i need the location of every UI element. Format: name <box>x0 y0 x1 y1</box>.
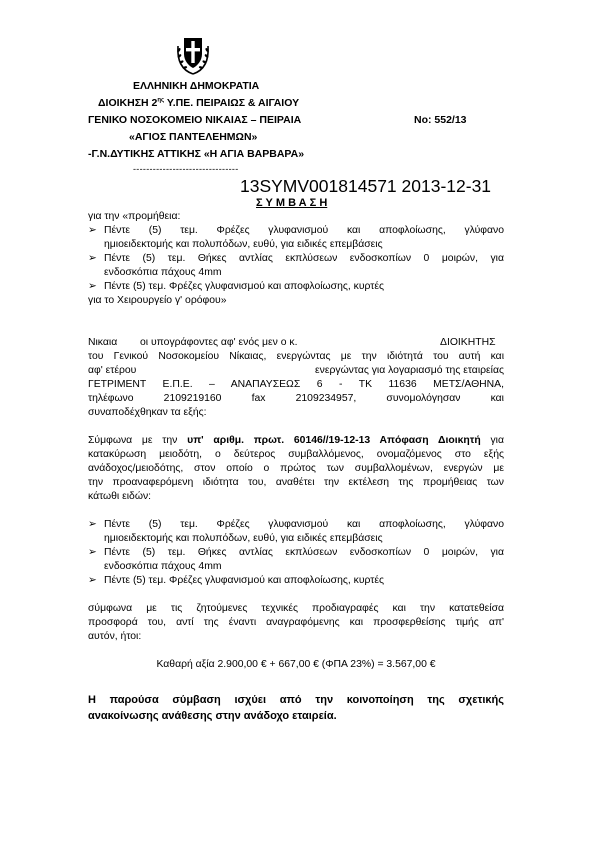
list-item: ➢ Πέντε (5) τεμ. Φρέζες γλυφανισμού και αποφλοίωσης, κυρτές <box>88 281 385 292</box>
list-item: ➢ Πέντε (5) τεμ. Φρέζες γλυφανισμού και αποφλοίωσης, κυρτές <box>88 575 385 586</box>
arrow-bullet-icon: ➢ <box>88 519 97 530</box>
decision-paragraph: Σύμφωνα με την υπ' αριθμ. πρωτ. 60146//19-12-13 Απόφαση Διοικητή για κατακύρωση μειοδότη, ο δεύτερος συμβαλλόμενος, ονομαζόμενος στο εξής ανάδοχος/μειοδότης, στον οποίο ο πρώτος των συμβαλλομένων, ενεργών με την προαναφερόμενη ιδιότητα του, αναθέτει την εκτέλεση της προμήθειας των κάτωθι ειδών: <box>88 435 504 502</box>
header-administration: ΔΙΟΙΚΗΣΗ $2^{\eta\varsigma}$ Υ.ΠΕ. ΠΕΙΡΑΙΩΣ & ΑΙΓΑΙΟΥ <box>98 97 300 109</box>
intro-end: για το Χειρουργείο γ' ορόφου» <box>88 295 227 306</box>
list-item: ➢ Πέντε (5) τεμ. Φρέζες γλυφανισμού και αποφλοίωσης, γλύφανο ημιοειδεκτομής και πολυπόδων, ευθύ, για ειδικές επεμβάσεις <box>88 519 504 544</box>
parties-paragraph: Νικαια οι υπογράφοντες αφ' ενός μεν ο κ. ΔΙΟΙΚΗΤΗΣ του Γενικού Νοσοκομείου Νίκαιας, ενεργώντας με την ιδιότητά του αυτή και αφ' ετέρου ενεργώντας για λογαριασμό της εταιρείας ΓΕΤΡΙΜΕΝΤ Ε.Π.Ε. – ΑΝΑΠΑΥΣΕΩΣ 6 - ΤΚ 11636 ΜΕΤΣ/ΑΘΗΝΑ, τηλέφωνο 2109219160 fax 2109234957, συνομολόγησαν και συναποδέχθηκαν τα εξής: <box>88 337 504 418</box>
header-hospital: ΓΕΝΙΚΟ ΝΟΣΟΚΟΜΕΙΟ ΝΙΚΑΙΑΣ – ΠΕΙΡΑΙΑ <box>88 114 302 126</box>
arrow-bullet-icon: ➢ <box>88 281 97 292</box>
header-west-attica: -Γ.Ν.ΔΥΤΙΚΗΣ ΑΤΤΙΚΗΣ «Η ΑΓΙΑ ΒΑΡΒΑΡΑ» <box>88 148 305 160</box>
offer-paragraph: σύμφωνα με τις ζητούμενες τεχνικές προδιαγραφές και την κατατεθείσα προσφορά του, αντί της έναντι αναγραφόμενης και προσφερθείσης τιμής απ' αυτόν, ήτοι: <box>88 603 504 642</box>
contract-title: Σ Υ Μ Β Α Σ Η <box>256 197 328 209</box>
list-item: ➢ Πέντε (5) τεμ. Θήκες αντλίας εκπλύσεων ενδοσκοπίων 0 μοιρών, για ενδοσκόπια πάχους 4mm <box>88 547 504 572</box>
arrow-bullet-icon: ➢ <box>88 575 97 586</box>
arrow-bullet-icon: ➢ <box>88 547 97 558</box>
arrow-bullet-icon: ➢ <box>88 253 97 264</box>
header-country: ΕΛΛΗΝΙΚΗ ΔΗΜΟΚΡΑΤΙΑ <box>133 80 260 92</box>
list-item: ➢ Πέντε (5) τεμ. Θήκες αντλίας εκπλύσεων ενδοσκοπίων 0 μοιρών, για ενδοσκόπια πάχους 4mm <box>88 253 504 278</box>
header-separator: -------------------------------- <box>133 164 239 174</box>
greek-state-emblem-icon <box>175 32 211 76</box>
document-body <box>88 210 504 724</box>
header-hospital-name: «ΑΓΙΟΣ ΠΑΝΤΕΛΕΗΜΩΝ» <box>129 131 258 143</box>
registration-stamp: 13SYMV001814571 2013-12-31 <box>240 176 492 196</box>
arrow-bullet-icon: ➢ <box>88 225 97 236</box>
intro-line: για την «προμήθεια: <box>88 211 181 222</box>
validity-paragraph: Η παρούσα σύμβαση ισχύει από την κοινοποίηση της σχετικής ανακοίνωσης ανάθεσης στην ανάδοχο εταιρεία. <box>88 694 504 722</box>
document-number: Νο: 552/13 <box>414 114 467 126</box>
amount-line: Καθαρή αξία 2.900,00 € + 667,00 € (ΦΠΑ 23%) = 3.567,00 € <box>156 659 436 670</box>
list-item: ➢ Πέντε (5) τεμ. Φρέζες γλυφανισμού και αποφλοίωσης, γλύφανο ημιοειδεκτομής και πολυπόδων, ευθύ, για ειδικές επεμβάσεις <box>88 225 504 250</box>
